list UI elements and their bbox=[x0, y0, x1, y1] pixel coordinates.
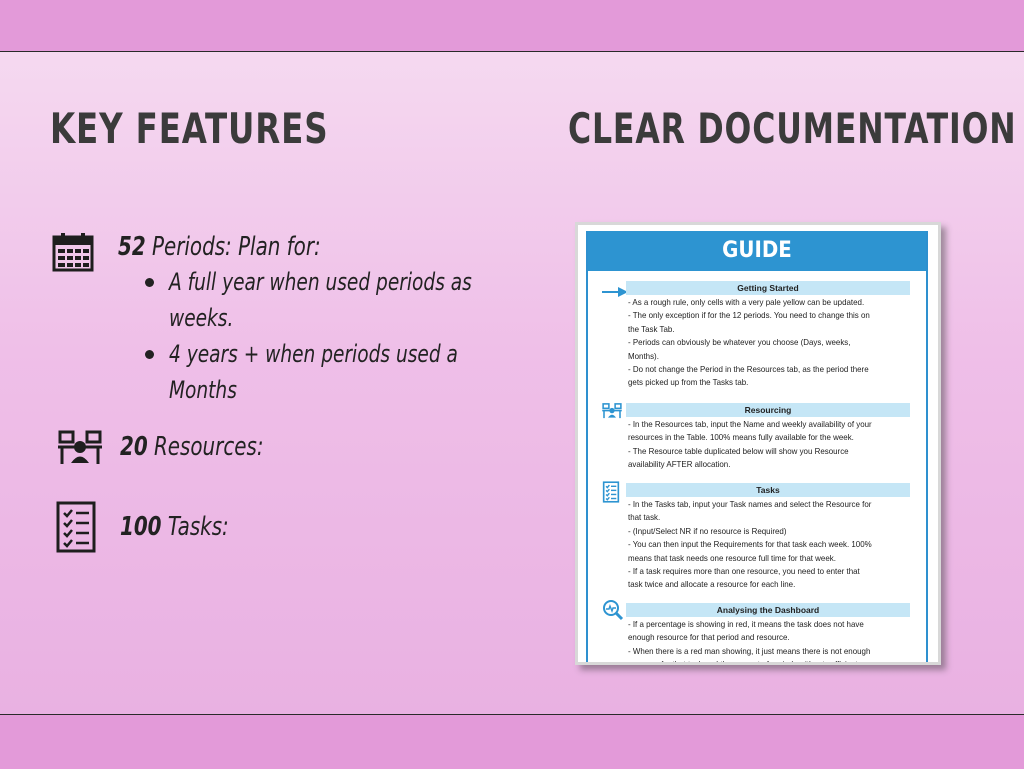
list-item: that task. bbox=[628, 513, 661, 523]
list-item bbox=[145, 264, 515, 336]
checklist-icon bbox=[55, 500, 97, 558]
section-title-analysing-dashboard: Analysing the Dashboard bbox=[626, 603, 910, 617]
periods-bullet-list bbox=[145, 264, 515, 408]
bottom-band bbox=[0, 714, 1024, 769]
periods-label: Periods: Plan for: bbox=[145, 232, 321, 262]
section-title-getting-started: Getting Started bbox=[626, 281, 910, 295]
tasks-count: 100 bbox=[120, 512, 162, 542]
tasks-label: Tasks: bbox=[161, 512, 229, 542]
calendar-icon bbox=[52, 232, 94, 276]
list-item: - If a task requires more than one resource, you need to enter that bbox=[628, 567, 860, 577]
arrow-right-icon bbox=[602, 283, 628, 302]
resources-label: Resources: bbox=[147, 432, 264, 462]
list-item: - (Input/Select NR if no resource is Required) bbox=[628, 526, 787, 536]
list-item: - In the Tasks tab, input your Task names and select the Resource for bbox=[628, 500, 872, 509]
bullet-line: weeks. bbox=[169, 304, 234, 332]
list-item: Months). bbox=[628, 351, 659, 361]
list-item: resources in the Table. 100% means fully available for the week. bbox=[628, 433, 854, 443]
guide-title: GUIDE bbox=[588, 231, 926, 271]
list-item bbox=[145, 336, 515, 408]
key-features-heading: KEY FEATURES bbox=[50, 104, 329, 153]
team-desk-icon bbox=[602, 403, 622, 423]
guide-document bbox=[575, 222, 941, 665]
bullet-line: 4 years + when periods used a bbox=[169, 340, 458, 368]
top-band bbox=[0, 0, 1024, 52]
section-text-tasks bbox=[628, 498, 918, 592]
clear-documentation-heading: CLEAR DOCUMENTATION bbox=[568, 104, 1017, 153]
feature-resources bbox=[120, 432, 289, 462]
section-text-getting-started bbox=[628, 296, 918, 390]
bullet-line: Months bbox=[169, 376, 237, 404]
list-item: - You can then input the Requirements for that task each week. 100% bbox=[628, 540, 872, 550]
bullet-line: A full year when used periods as bbox=[169, 268, 472, 296]
list-item: means that task needs one resource full time for that week. bbox=[628, 553, 836, 563]
list-item: the Task Tab. bbox=[628, 324, 675, 334]
section-title-resourcing: Resourcing bbox=[626, 403, 910, 417]
list-item: gets picked up from the Tasks tab. bbox=[628, 378, 749, 388]
guide-page bbox=[586, 231, 928, 665]
feature-periods bbox=[118, 232, 356, 262]
list-item: - In the Resources tab, input the Name and weekly availability of your bbox=[628, 420, 872, 429]
list-item: task twice and allocate a resource for each line. bbox=[628, 580, 796, 590]
list-item: - As a rough rule, only cells with a very pale yellow can be updated. bbox=[628, 298, 865, 307]
resources-count: 20 bbox=[120, 432, 148, 462]
list-item: - If a percentage is showing in red, it means the task does not have bbox=[628, 620, 864, 629]
list-item: - The only exception if for the 12 periods. You need to change this on bbox=[628, 311, 870, 321]
list-item: resource for that task and the amount of periods without sufficient bbox=[628, 660, 858, 665]
list-item: enough resource for that period and resource. bbox=[628, 633, 790, 643]
team-desk-icon bbox=[58, 430, 102, 470]
periods-count: 52 bbox=[118, 232, 146, 262]
list-item: - Periods can obviously be whatever you choose (Days, weeks, bbox=[628, 338, 851, 348]
list-item: - When there is a red man showing, it just means there is not enough bbox=[628, 646, 871, 656]
section-text-analysing-dashboard bbox=[628, 618, 918, 665]
list-item: availability AFTER allocation. bbox=[628, 460, 731, 470]
section-text-resourcing bbox=[628, 418, 918, 472]
checklist-icon bbox=[602, 481, 620, 507]
list-item: - The Resource table duplicated below will show you Resource bbox=[628, 446, 849, 456]
feature-tasks bbox=[120, 512, 248, 542]
magnifier-chart-icon bbox=[602, 599, 624, 625]
section-title-tasks: Tasks bbox=[626, 483, 910, 497]
list-item: - Do not change the Period in the Resources tab, as the period there bbox=[628, 365, 869, 375]
